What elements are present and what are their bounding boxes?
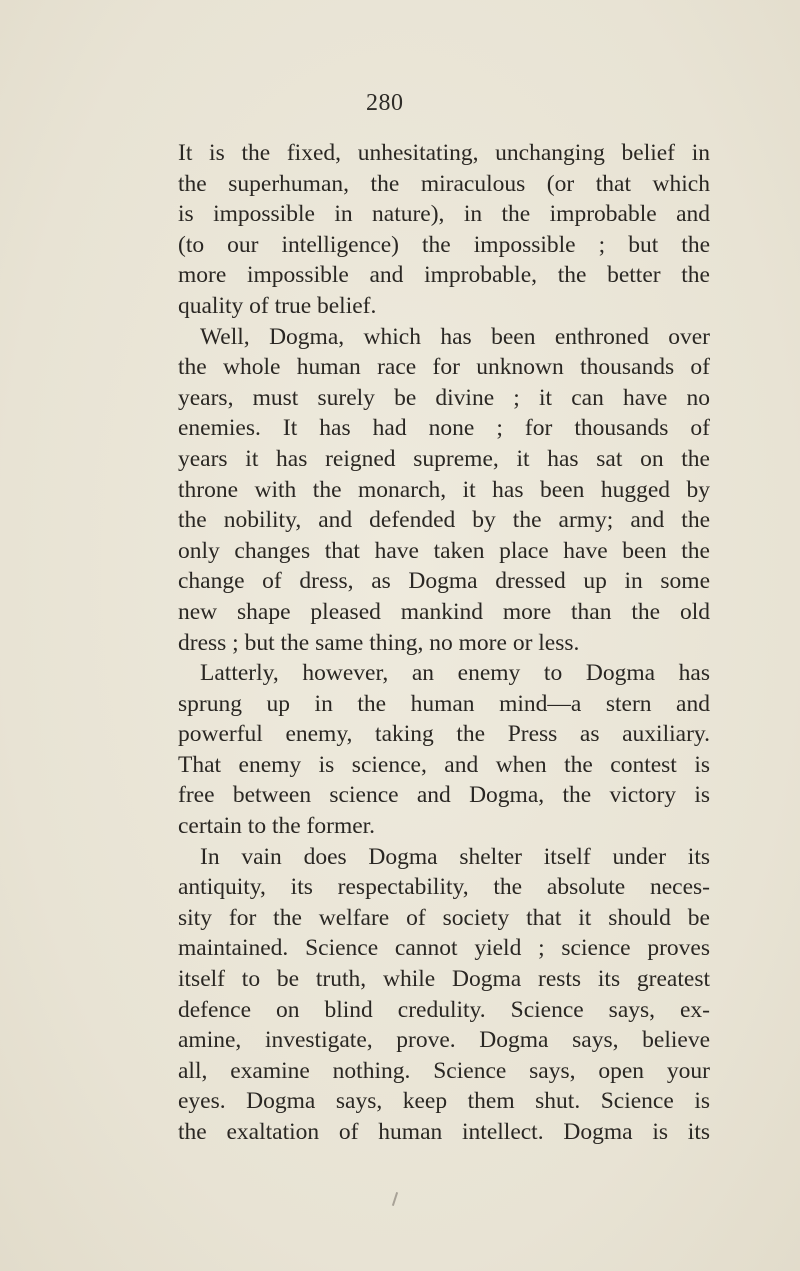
text-line: It is the fixed, unhesitating, unchanging belief in <box>178 140 710 166</box>
text-line: defence on blind credulity. Science says, ex- <box>178 996 710 1023</box>
text-line: powerful enemy, taking the Press as auxiliary. <box>178 721 710 748</box>
paragraph-start-line: Well, Dogma, which has been enthroned over <box>200 323 710 350</box>
text-line: certain to the former. <box>178 813 376 840</box>
text-line: all, examine nothing. Science says, open your <box>178 1057 710 1084</box>
text-line: the whole human race for unknown thousands of <box>178 354 710 381</box>
stray-ink-mark <box>392 1192 398 1206</box>
text-line: only changes that have taken place have been the <box>178 537 710 564</box>
paragraph-start-line: In vain does Dogma shelter itself under its <box>200 843 710 870</box>
text-line: (to our intelligence) the impossible ; but the <box>178 231 710 258</box>
page-number: 280 <box>366 90 404 116</box>
text-line: years it has reigned supreme, it has sat on the <box>178 445 710 472</box>
text-line: years, must surely be divine ; it can have no <box>178 384 710 411</box>
text-line: itself to be truth, while Dogma rests its greatest <box>178 966 710 993</box>
text-line: is impossible in nature), in the improbable and <box>178 201 710 228</box>
text-line: That enemy is science, and when the contest is <box>178 751 710 778</box>
text-line: eyes. Dogma says, keep them shut. Science is <box>178 1088 710 1115</box>
text-line: more impossible and improbable, the better the <box>178 262 710 289</box>
text-line: maintained. Science cannot yield ; science proves <box>178 935 710 962</box>
text-line: sity for the welfare of society that it should be <box>178 904 710 931</box>
text-line: change of dress, as Dogma dressed up in some <box>178 568 710 595</box>
text-line: the superhuman, the miraculous (or that which <box>178 170 710 197</box>
text-line: the exaltation of human intellect. Dogma is its <box>178 1119 710 1145</box>
text-line: antiquity, its respectability, the absolute neces- <box>178 874 710 901</box>
text-line: amine, investigate, prove. Dogma says, believe <box>178 1027 710 1054</box>
body-text <box>178 138 710 1148</box>
text-line: dress ; but the same thing, no more or less. <box>178 629 580 656</box>
text-line: the nobility, and defended by the army; and the <box>178 507 710 534</box>
text-line: new shape pleased mankind more than the old <box>178 598 710 625</box>
paragraph-start-line: Latterly, however, an enemy to Dogma has <box>200 660 710 687</box>
text-line: quality of true belief. <box>178 292 377 319</box>
text-line: enemies. It has had none ; for thousands of <box>178 415 710 442</box>
text-line: sprung up in the human mind—a stern and <box>178 690 710 717</box>
text-line: throne with the monarch, it has been hugged by <box>178 476 710 503</box>
text-line: free between science and Dogma, the victory is <box>178 782 710 809</box>
